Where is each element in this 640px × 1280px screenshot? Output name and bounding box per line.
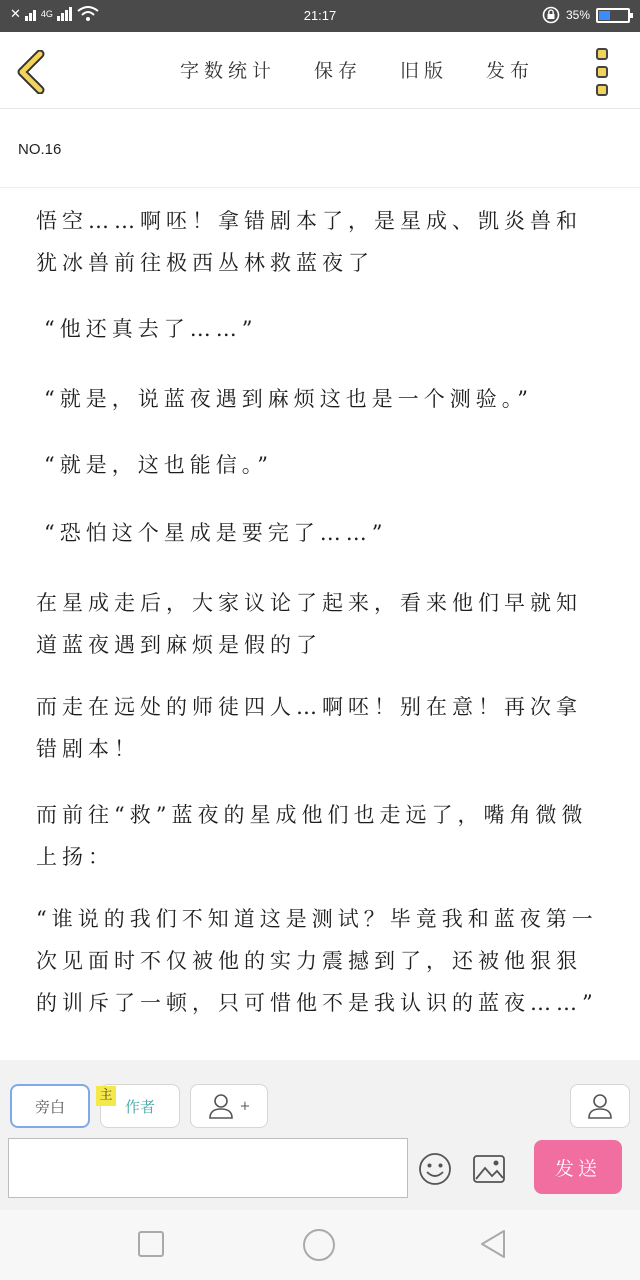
back-arrow-icon[interactable] xyxy=(14,50,50,94)
back-icon[interactable] xyxy=(478,1228,508,1260)
battery-percent: 35% xyxy=(565,8,590,22)
system-nav-bar xyxy=(0,1210,640,1280)
story-paragraph: 而走在远处的师徒四人…啊呸！别在意！再次拿错剧本！ xyxy=(36,695,582,761)
home-icon[interactable] xyxy=(302,1228,336,1262)
person-icon xyxy=(587,1093,613,1119)
character-list-button[interactable] xyxy=(570,1084,630,1128)
message-input[interactable] xyxy=(8,1138,408,1198)
emoji-icon[interactable] xyxy=(418,1152,452,1186)
story-paragraph: “就是，说蓝夜遇到麻烦这也是一个测验。” xyxy=(44,387,533,411)
send-button[interactable]: 发送 xyxy=(534,1140,622,1194)
more-menu-icon[interactable] xyxy=(596,48,612,102)
plus-label: + xyxy=(239,1098,251,1114)
recent-apps-icon[interactable] xyxy=(137,1230,165,1258)
chapter-number: NO.16 xyxy=(18,141,62,158)
image-icon[interactable] xyxy=(472,1154,506,1184)
no-sim-icon: ✕ xyxy=(10,6,21,21)
clock: 21:17 xyxy=(303,8,337,23)
status-bar xyxy=(0,0,640,32)
story-paragraph: “就是，这也能信。” xyxy=(44,453,273,477)
story-paragraph: 悟空……啊呸！拿错剧本了，是星成、凯炎兽和犹冰兽前往极西丛林救蓝夜了 xyxy=(36,209,582,275)
story-paragraph: “恐怕这个星成是要完了……” xyxy=(44,521,388,545)
old-version-button[interactable]: 旧版 xyxy=(400,60,449,82)
main-role-tag: 主 xyxy=(96,1086,116,1106)
rotation-lock-icon xyxy=(542,6,560,24)
story-content[interactable] xyxy=(0,188,640,1058)
editor-toolbar xyxy=(0,32,640,109)
story-paragraph: “他还真去了……” xyxy=(44,317,258,341)
publish-button[interactable]: 发布 xyxy=(486,60,535,82)
narration-label: 旁白 xyxy=(34,1097,65,1116)
story-paragraph: 在星成走后，大家议论了起来，看来他们早就知道蓝夜遇到麻烦是假的了 xyxy=(36,591,582,657)
word-count-button[interactable]: 字数统计 xyxy=(180,60,277,82)
toolbar-actions xyxy=(180,56,534,83)
add-character-button[interactable] xyxy=(190,1084,268,1128)
save-button[interactable]: 保存 xyxy=(314,60,363,82)
battery-icon xyxy=(596,8,630,23)
author-label: 作者 xyxy=(124,1097,155,1116)
carrier-label: 4G xyxy=(40,9,53,19)
chapter-header xyxy=(0,109,640,188)
person-icon xyxy=(208,1093,234,1119)
system-indicators xyxy=(542,6,630,24)
story-paragraph: 而前往“救”蓝夜的星成他们也走远了，嘴角微微上扬： xyxy=(36,803,588,869)
narration-role-button[interactable] xyxy=(10,1084,90,1128)
story-paragraph: “谁说的我们不知道这是测试？毕竟我和蓝夜第一次见面时不仅被他的实力震撼到了，还被他狠狠的训斥了一顿，只可惜他不是我认识的蓝夜……” xyxy=(36,907,598,1015)
